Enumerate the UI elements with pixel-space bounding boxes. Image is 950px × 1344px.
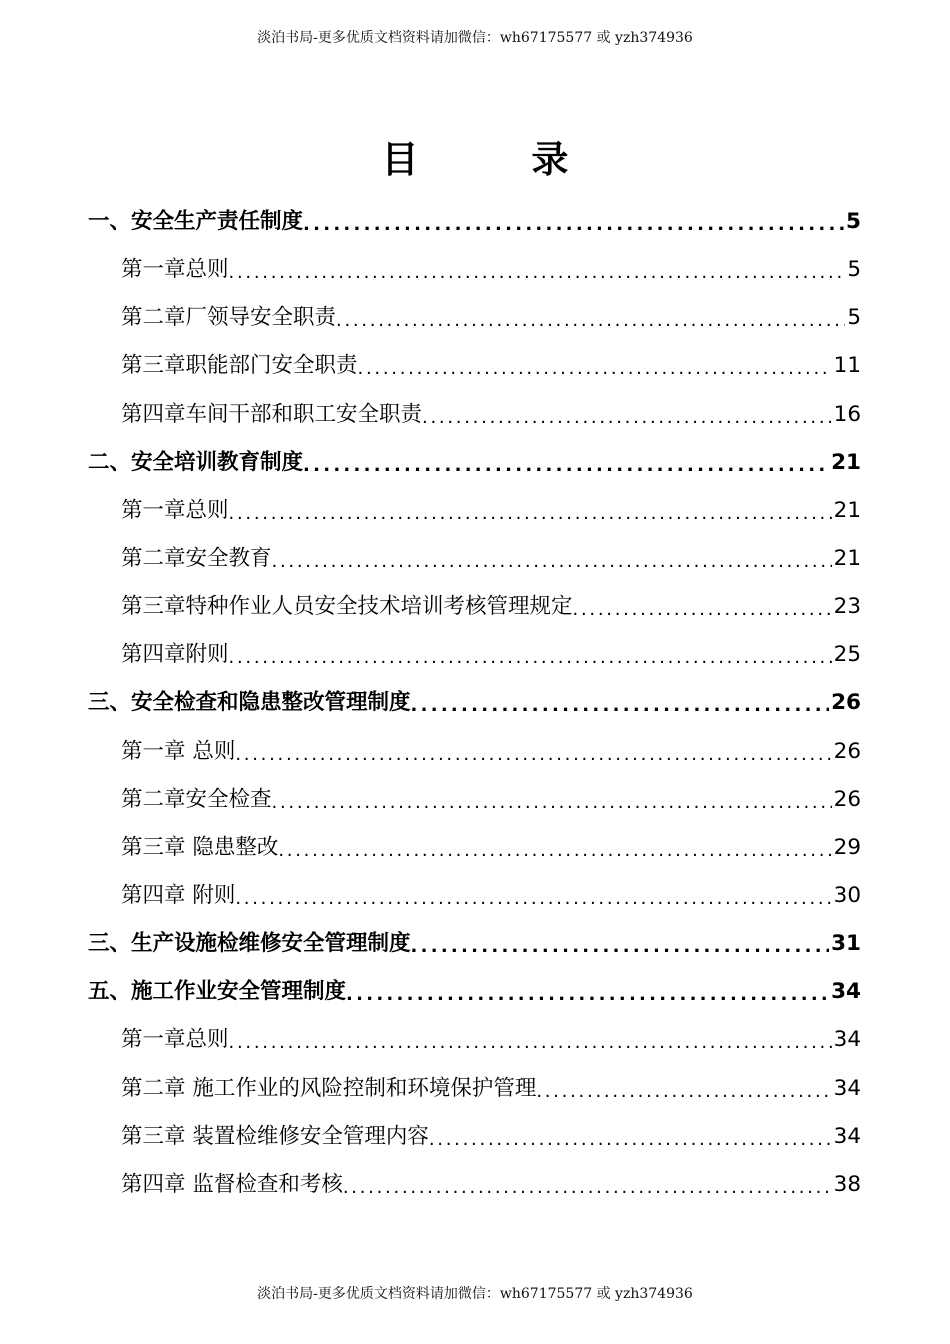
toc-page-number: 16: [833, 401, 861, 427]
toc-entry-title: 第四章 附则: [121, 883, 236, 909]
toc-entry-title: 三、生产设施检维修安全管理制度: [88, 931, 411, 957]
toc-section-entry[interactable]: [0, 679, 950, 727]
toc-chapter-entry[interactable]: [0, 1016, 950, 1064]
toc-dot-leader: [272, 547, 832, 577]
toc-page-number: 23: [833, 594, 861, 620]
toc-dot-leader: [343, 1173, 832, 1203]
toc-dot-leader: [573, 595, 832, 625]
toc-page-number: 34: [833, 1027, 861, 1053]
toc-entry-title: 第三章 装置检维修安全管理内容: [121, 1123, 429, 1149]
toc-entry-title: 第二章安全教育: [121, 546, 272, 572]
toc-entry-title: 第一章总则: [121, 1027, 229, 1053]
toc-dot-leader: [411, 691, 830, 721]
toc-page-number: 21: [831, 449, 861, 475]
toc-entry-title: 第一章总则: [121, 497, 229, 523]
toc-chapter-entry[interactable]: [0, 728, 950, 776]
toc-entry-title: 第二章厂领导安全职责: [121, 305, 337, 331]
toc-page-number: 38: [833, 1171, 861, 1197]
toc-entry-title: 第四章 监督检查和考核: [121, 1171, 343, 1197]
toc-chapter-entry[interactable]: [0, 1065, 950, 1113]
toc-entry-title: 一、安全生产责任制度: [88, 209, 304, 235]
toc-dot-leader: [303, 210, 844, 240]
toc-chapter-entry[interactable]: [0, 824, 950, 872]
toc-page-number: 26: [833, 738, 861, 764]
toc-dot-leader: [429, 1125, 832, 1155]
toc-dot-leader: [229, 499, 832, 529]
toc-page-number: 5: [847, 305, 861, 331]
toc-title: 目 录: [381, 138, 619, 181]
toc-entry-title: 五、施工作业安全管理制度: [88, 979, 347, 1005]
toc-dot-leader: [272, 788, 832, 818]
toc-chapter-entry[interactable]: [0, 631, 950, 679]
toc-section-entry[interactable]: [0, 439, 950, 487]
toc-chapter-entry[interactable]: [0, 776, 950, 824]
toc-dot-leader: [336, 306, 845, 336]
toc-dot-leader: [278, 836, 831, 866]
toc-list: [0, 198, 950, 1209]
toc-page-number: 25: [833, 642, 861, 668]
toc-page-number: 26: [833, 786, 861, 812]
toc-section-entry[interactable]: [0, 198, 950, 246]
toc-page-number: 26: [831, 690, 861, 716]
header-note: 淡泊书局-更多优质文档资料请加微信：wh67175577 或 yzh374936: [257, 30, 693, 46]
toc-chapter-entry[interactable]: [0, 872, 950, 920]
toc-page-number: 34: [833, 1075, 861, 1101]
toc-section-entry[interactable]: [0, 920, 950, 968]
toc-page-number: 29: [833, 834, 861, 860]
toc-page-number: 21: [833, 497, 861, 523]
toc-chapter-entry[interactable]: [0, 1161, 950, 1209]
toc-entry-title: 第三章 隐患整改: [121, 834, 279, 860]
toc-dot-leader: [346, 980, 829, 1010]
toc-entry-title: 第二章安全检查: [121, 786, 272, 812]
toc-chapter-entry[interactable]: [0, 535, 950, 583]
toc-entry-title: 第四章车间干部和职工安全职责: [121, 401, 423, 427]
toc-dot-leader: [303, 451, 829, 481]
toc-chapter-entry[interactable]: [0, 294, 950, 342]
toc-entry-title: 三、安全检查和隐患整改管理制度: [88, 690, 411, 716]
toc-chapter-entry[interactable]: [0, 246, 950, 294]
toc-chapter-entry[interactable]: [0, 1113, 950, 1161]
toc-dot-leader: [536, 1077, 831, 1107]
toc-dot-leader: [229, 1028, 832, 1058]
toc-page-number: 34: [831, 979, 861, 1005]
toc-entry-title: 第一章 总则: [121, 738, 236, 764]
toc-entry-title: 二、安全培训教育制度: [88, 449, 304, 475]
toc-chapter-entry[interactable]: [0, 342, 950, 390]
toc-page-number: 5: [847, 257, 861, 283]
toc-page-number: 34: [833, 1123, 861, 1149]
toc-page-number: 11: [833, 353, 861, 379]
toc-dot-leader: [422, 403, 832, 433]
toc-dot-leader: [358, 354, 832, 384]
toc-dot-leader: [235, 740, 831, 770]
toc-chapter-entry[interactable]: [0, 391, 950, 439]
toc-entry-title: 第四章附则: [121, 642, 229, 668]
toc-chapter-entry[interactable]: [0, 487, 950, 535]
toc-page-number: 31: [831, 931, 861, 957]
toc-entry-title: 第二章 施工作业的风险控制和环境保护管理: [121, 1075, 537, 1101]
toc-page-number: 30: [833, 883, 861, 909]
toc-page-number: 21: [833, 546, 861, 572]
toc-entry-title: 第三章职能部门安全职责: [121, 353, 358, 379]
toc-entry-title: 第一章总则: [121, 257, 229, 283]
toc-dot-leader: [411, 932, 830, 962]
toc-dot-leader: [235, 884, 831, 914]
toc-chapter-entry[interactable]: [0, 583, 950, 631]
toc-page-number: 5: [846, 209, 861, 235]
toc-section-entry[interactable]: [0, 968, 950, 1016]
toc-entry-title: 第三章特种作业人员安全技术培训考核管理规定: [121, 594, 573, 620]
toc-dot-leader: [229, 643, 832, 673]
footer-note: 淡泊书局-更多优质文档资料请加微信：wh67175577 或 yzh374936: [257, 1286, 693, 1302]
toc-dot-leader: [229, 258, 846, 288]
